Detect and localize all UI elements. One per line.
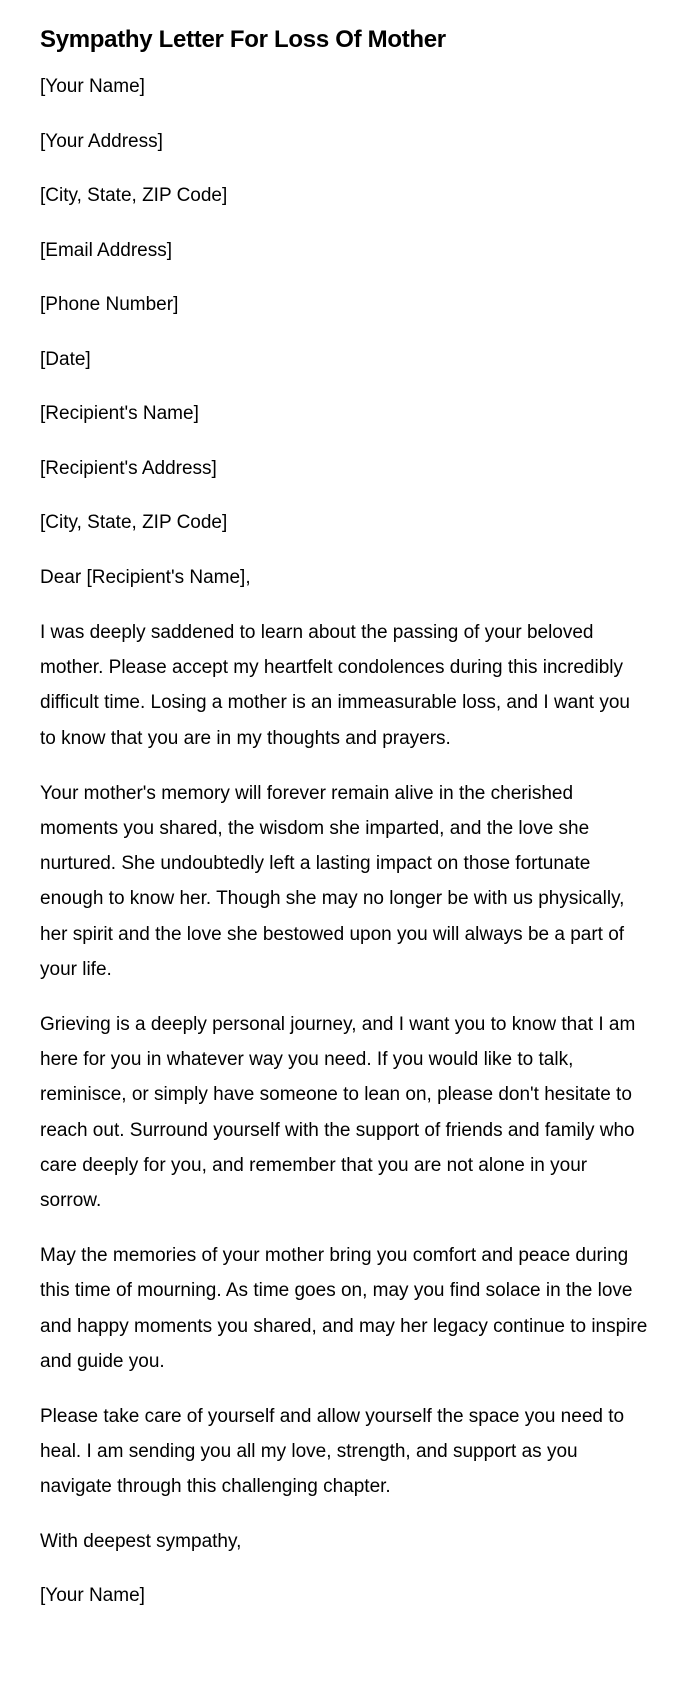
- sender-block: [40, 70, 650, 323]
- sender-address: [Your Address]: [40, 130, 163, 152]
- recipient-city-state-zip: [City, State, ZIP Code]: [40, 512, 228, 533]
- body-paragraph-2: Your mother's memory will forever remain alive in the cherished moments you shared, the wisdom she imparted, and the love she nurtured. She undoubtedly left a lasting impact on those fortunate enough to know her. Though she may no longer be with us physically, her spirit and the love she bestowed upon you will always be a part of your life.: [40, 782, 625, 980]
- page-title: Sympathy Letter For Loss Of Mother: [40, 26, 446, 53]
- sender-name: [Your Name]: [40, 76, 145, 97]
- sender-email: [Email Address]: [40, 239, 172, 261]
- recipient-name: [Recipient's Name]: [40, 403, 199, 424]
- letter-date: [Date]: [40, 348, 91, 370]
- letter: [40, 22, 650, 1634]
- recipient-address: [Recipient's Address]: [40, 457, 217, 479]
- sender-city-state-zip: [City, State, ZIP Code]: [40, 185, 228, 206]
- body-paragraph-3: Grieving is a deeply personal journey, and I want you to know that I am here for you in whatever way you need. If you would like to talk, reminisce, or simply have someone to lean on, please don't hesitate to reach out. Surround yourself with the support of friends and family who care deeply for you, and remember that you are not alone in your sorrow.: [40, 1014, 636, 1212]
- recipient-block: [40, 397, 650, 541]
- body-paragraph-5: Please take care of yourself and allow yourself the space you need to heal. I am sending you all my love, strength, and support as you navigate through this challenging chapter.: [40, 1406, 625, 1498]
- salutation: Dear [Recipient's Name],: [40, 566, 251, 588]
- closing: With deepest sympathy,: [40, 1530, 242, 1552]
- sender-phone: [Phone Number]: [40, 294, 179, 315]
- signature: [Your Name]: [40, 1585, 145, 1607]
- body-paragraph-1: I was deeply saddened to learn about the passing of your beloved mother. Please accept my heartfelt condolences during this incredibly difficult time. Losing a mother is an immeasurable loss, and I want you to know that you are in my thoughts and prayers.: [40, 622, 630, 749]
- body-paragraph-4: May the memories of your mother bring you comfort and peace during this time of mourning. As time goes on, may you find solace in the love and happy moments you shared, and may her legacy continue to inspire and guide you.: [40, 1245, 648, 1372]
